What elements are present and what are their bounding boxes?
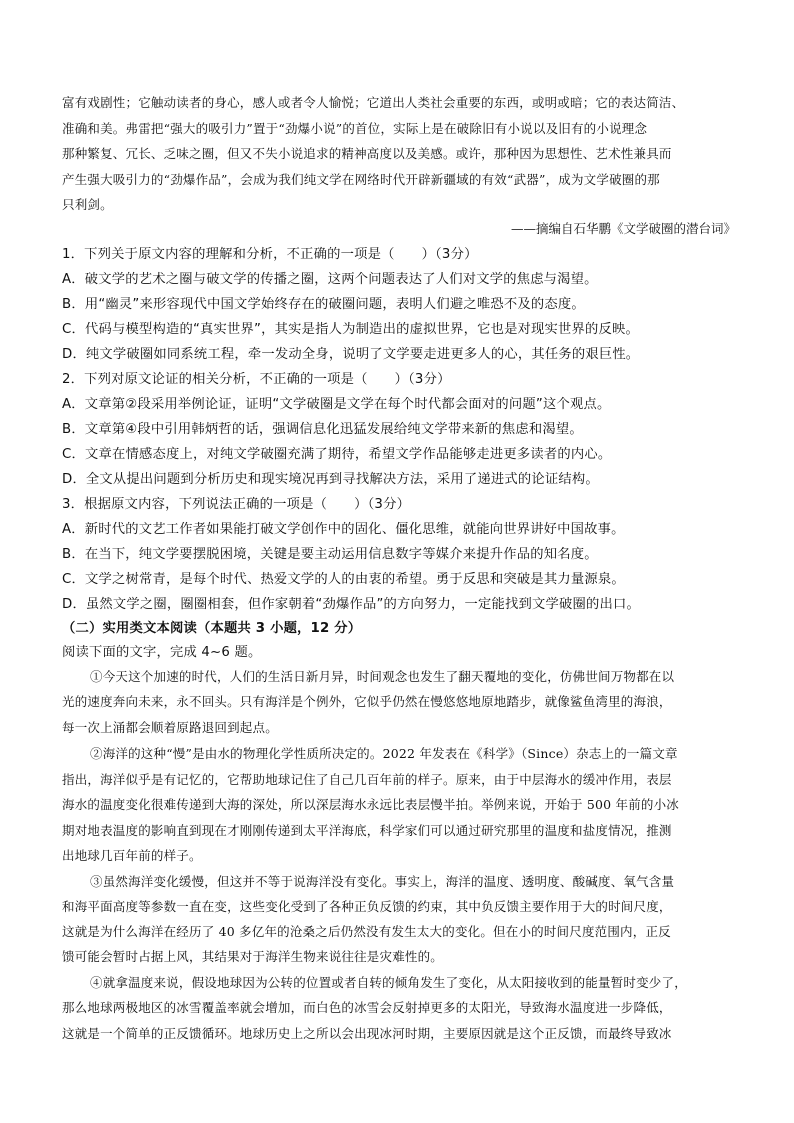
option-b: B．文章第④段中引用韩炳哲的话，强调信息化迅猛发展给纯文学带来新的焦虑和渴望。 [62,422,583,437]
paragraph-line: 期对地表温度的影响直到现在才刚刚传递到太平洋海底，科学家们可以通过研究那里的温度和盐度情况，推测 [62,823,672,838]
paragraph-line: 海水的温度变化很难传递到大海的深处，所以深层海水永远比表层慢半拍。举例来说，开始于 500 年前的小冰 [62,797,680,812]
paragraph-line: 指出，海洋似乎是有记忆的，它帮助地球记住了自己几百年前的样子。原来，由于中层海水的缓冲作用，表层 [62,772,672,787]
passage-1-line: 那种繁复、冗长、乏味之圈，但又不失小说追求的精神高度以及美感。或许，那种因为思想性、艺术性兼具而 [62,146,672,161]
option-c: C．文章在情感态度上，对纯文学破圈充满了期待，希望文学作品能够走进更多读者的内心。 [62,447,612,462]
paragraph-line: 和海平面高度等参数一直在变，这些变化受到了各种正负反馈的约束，其中负反馈主要作用于大的时间尺度， [62,899,672,914]
passage-1-line: 富有戏剧性；它触动读者的身心，感人或者令人愉悦；它道出人类社会重要的东西，或明或暗；它的表达简洁、 [62,95,685,110]
question-stem: 3．根据原文内容，下列说法正确的一项是（ ）（3分） [62,497,411,512]
passage-1-line: 准确和美。弗雷把“强大的吸引力”置于“劲爆小说”的首位，实际上是在破除旧有小说以及旧有的小说理念 [62,121,648,136]
passage-1-line: 产生强大吸引力的“劲爆作品”，会成为我们纯文学在网络时代开辟新疆域的有效“武器”，成为文学破圈的那 [62,172,660,187]
option-b: B．用“幽灵”来形容现代中国文学始终存在的破圈问题，表明人们避之唯恐不及的态度。 [62,297,585,312]
paragraph-line: ③虽然海洋变化缓慢，但这并不等于说海洋没有变化。事实上，海洋的温度、透明度、酸碱度、氧气含量 [90,874,675,889]
option-b: B．在当下，纯文学要摆脱困境，关键是要主动运用信息数字等媒介来提升作品的知名度。 [62,547,598,562]
paragraph-line: ①今天这个加速的时代，人们的生活日新月异，时间观念也发生了翻天覆地的变化，仿佛世间万物都在以 [90,669,675,684]
paragraph-line: 那么地球两极地区的冰雪覆盖率就会增加，而白色的冰雪会反射掉更多的太阳光，导致海水温度进一步降低， [62,1000,672,1015]
passage-1-line: 只利剑。 [62,197,113,212]
option-c: C．代码与模型构造的“真实世界”，其实是指人为制造出的虚拟世界，它也是对现实世界的反映。 [62,322,640,337]
question-stem: 1．下列关于原文内容的理解和分析，不正确的一项是（ ）（3分） [62,247,478,262]
question-stem: 2．下列对原文论证的相关分析，不正确的一项是（ ）（3分） [62,372,451,387]
paragraph-line: 每一次上涌都会顺着原路退回到起点。 [62,720,278,735]
paragraph-line: 馈可能会暂时占据上风，其结果对于海洋生物来说往往是灾难性的。 [62,949,444,964]
paragraph-line: ④就拿温度来说，假设地球因为公转的位置或者自转的倾角发生了变化，从太阳接收到的能量暂时变少了， [90,975,687,990]
passage-1-citation: ——摘编自石华鹏《文学破圈的潜台词》 [510,221,736,236]
option-a: A．文章第②段采用举例论证，证明“文学破圈是文学在每个时代都会面对的问题”这个观点。 [62,397,611,412]
option-d: D．纯文学破圈如同系统工程，牵一发动全身，说明了文学要走进更多人的心，其任务的艰巨性。 [62,347,640,362]
option-d: D．全文从提出问题到分析历史和现实境况再到寻找解决方法，采用了递进式的论证结构。 [62,472,599,487]
option-d: D．虽然文学之圈，圈圈相套，但作家朝着“劲爆作品”的方向努力，一定能找到文学破圈的出口。 [62,597,640,612]
paragraph-line: 光的速度奔向未来，永不回头。只有海洋是个例外，它似乎仍然在慢悠悠地原地踏步，就像鲨鱼湾里的海浪， [62,694,672,709]
option-a: A．新时代的文艺工作者如果能打破文学创作中的固化、僵化思维，就能向世界讲好中国故事。 [62,522,625,537]
paragraph-line: ②海洋的这种“慢”是由水的物理化学性质所决定的。2022 年发表在《科学》（Since）杂志上的一篇文章 [90,746,678,761]
paragraph-line: 出地球几百年前的样子。 [62,848,202,863]
paragraph-line: 这就是为什么海洋在经历了 40 多亿年的沧桑之后仍然没有发生太大的变化。但在小的时间尺度范围内，正反 [62,924,671,939]
paragraph-line: 这就是一个简单的正反馈循环。地球历史上之所以会出现冰河时期，主要原因就是这个正反馈，而最终导致冰 [62,1026,672,1041]
option-a: A．破文学的艺术之圈与破文学的传播之圈，这两个问题表达了人们对文学的焦虑与渴望。 [62,272,598,287]
section-heading: （二）实用类文本阅读（本题共 3 小题，12 分） [62,621,362,636]
option-c: C．文学之树常青，是每个时代、热爱文学的人的由衷的希望。勇于反思和突破是其力量源泉。 [62,572,625,587]
section-instruction: 阅读下面的文字，完成 4~6 题。 [62,645,262,660]
